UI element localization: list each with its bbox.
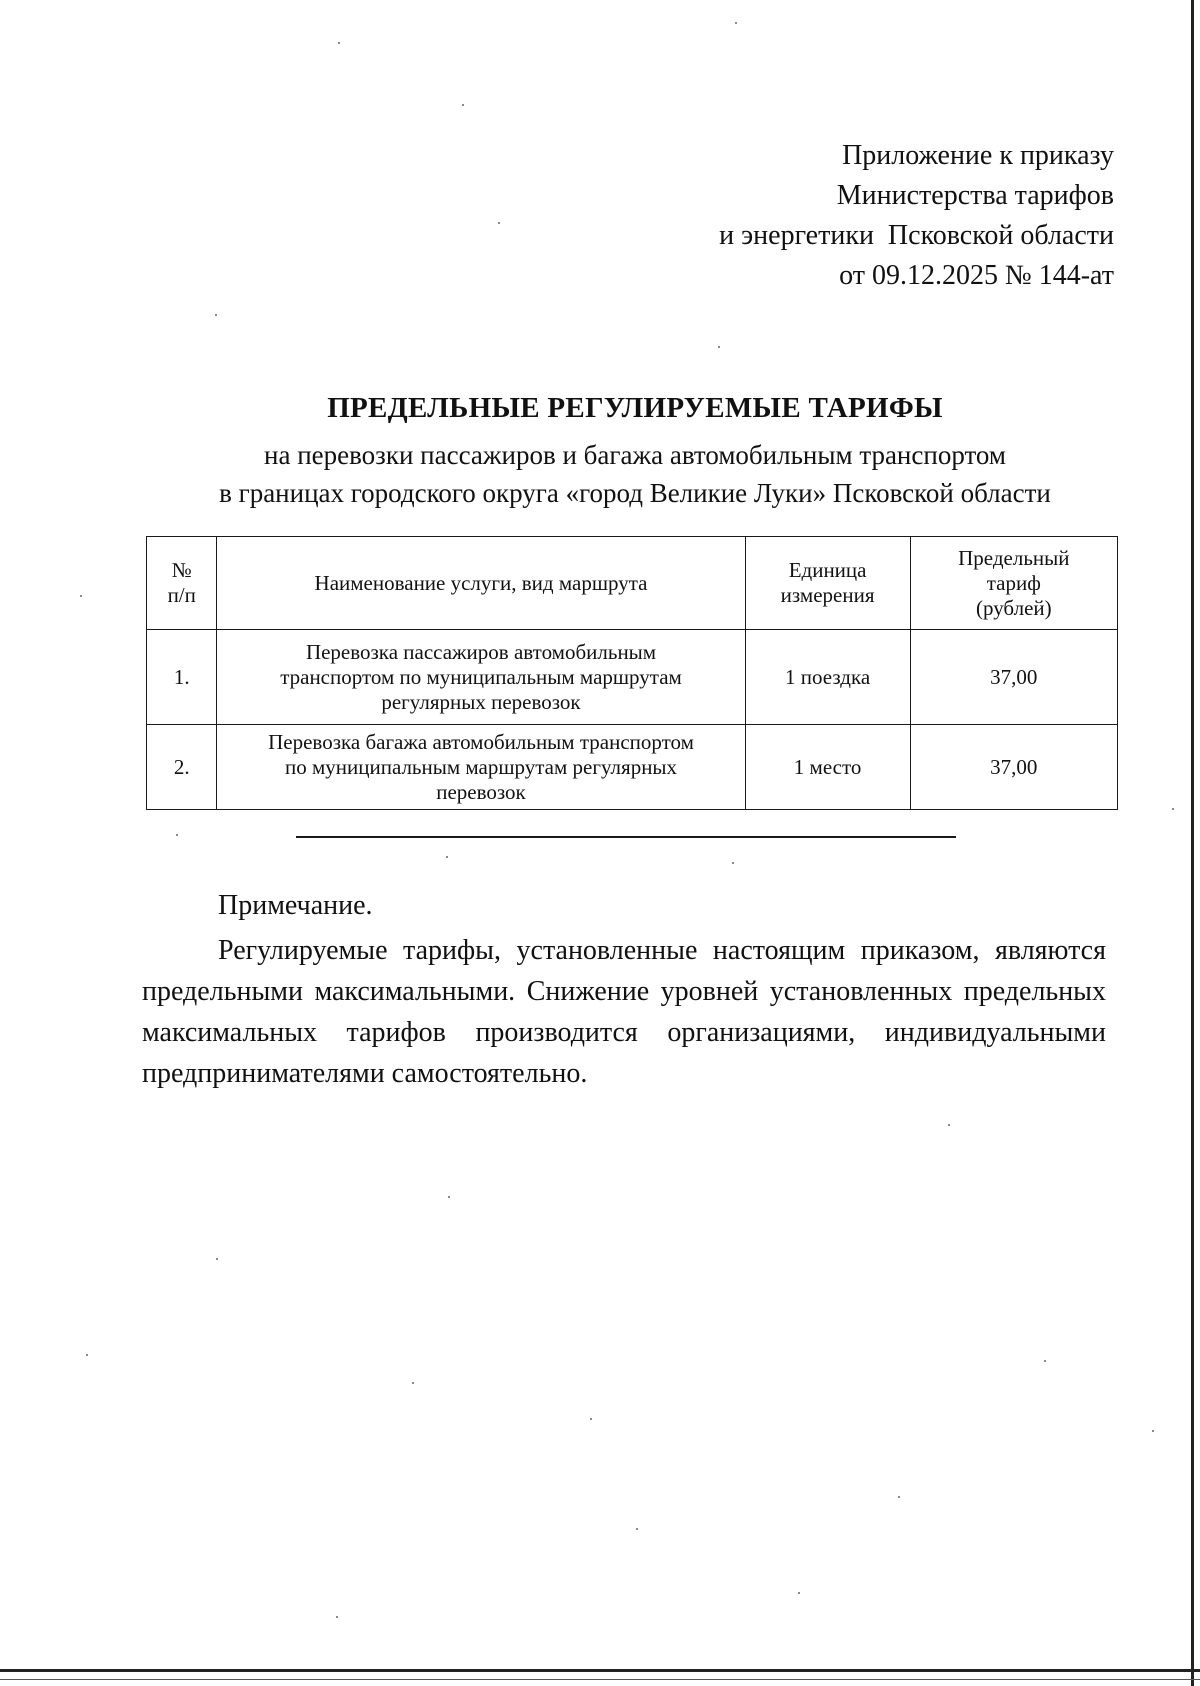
scan-speck <box>732 862 734 864</box>
note-heading: Примечание. <box>218 890 373 921</box>
header-price-line-1: Предельный <box>958 545 1070 570</box>
note-body: Регулируемые тарифы, установленные настоящим приказом, являются предельными максимальными. Снижение уровней установленных предельных максимальных тарифов производится организациями, индивидуальными предпринимателями самостоятельно. <box>142 935 1106 1089</box>
scan-speck <box>1152 1430 1154 1432</box>
scan-speck <box>462 104 464 106</box>
scan-speck <box>1172 808 1174 810</box>
row-price: 37,00 <box>910 725 1117 810</box>
row-service-name <box>217 725 745 810</box>
header-unit-line-2: измерения <box>780 583 875 607</box>
header-number-line-2: п/п <box>167 583 196 607</box>
row-unit: 1 место <box>745 725 910 810</box>
scan-speck <box>336 1616 338 1618</box>
table-row <box>147 725 1118 810</box>
scan-speck <box>898 1496 900 1498</box>
scan-speck <box>448 1196 450 1198</box>
header-unit-line-1: Единица <box>788 558 867 582</box>
scan-speck <box>636 1528 638 1530</box>
row-service-line-3: перевозок <box>436 779 526 804</box>
header-number <box>147 537 217 630</box>
scan-edge-bottom-inner <box>0 1679 1200 1680</box>
row-service-line-1: Перевозка багажа автомобильным транспортом <box>268 729 694 754</box>
attachment-line-2: Министерства тарифов <box>836 180 1114 211</box>
row-price: 37,00 <box>910 630 1117 725</box>
table-header-row <box>147 537 1118 630</box>
scan-speck <box>718 346 720 348</box>
scan-speck <box>590 1418 592 1420</box>
scan-speck <box>1044 1360 1046 1362</box>
separator-line <box>296 836 956 838</box>
row-number: 2. <box>147 725 217 810</box>
scan-speck <box>86 1354 88 1356</box>
tariff-table <box>146 536 1118 810</box>
row-service-line-1: Перевозка пассажиров автомобильным <box>305 639 657 664</box>
header-price <box>910 537 1117 630</box>
scan-speck <box>216 1258 218 1260</box>
attachment-line-3: и энергетики Псковской области <box>719 220 1114 251</box>
row-service-line-3: регулярных перевозок <box>381 689 581 714</box>
row-service-line-2: по муниципальным маршрутам регулярных <box>284 754 678 779</box>
row-service-name <box>217 630 745 725</box>
row-number: 1. <box>147 630 217 725</box>
document-subtitle <box>140 436 1130 512</box>
header-price-line-2: тариф <box>986 570 1041 595</box>
scan-speck <box>338 42 340 44</box>
scan-speck <box>798 1592 800 1594</box>
header-number-line-1: № <box>171 558 192 582</box>
row-service-line-2: транспортом по муниципальным маршрутам <box>280 664 682 689</box>
subtitle-line-2: в границах городского округа «город Великие Луки» Псковской области <box>219 478 1051 508</box>
row-unit: 1 поездка <box>745 630 910 725</box>
header-price-line-3: (рублей) <box>975 595 1052 620</box>
attachment-block <box>719 136 1114 296</box>
scan-speck <box>215 314 217 316</box>
scan-speck <box>412 1382 414 1384</box>
subtitle-line-1: на перевозки пассажиров и багажа автомобильным транспортом <box>264 440 1006 470</box>
scan-speck <box>80 595 82 597</box>
scan-speck <box>176 834 178 836</box>
document-title: ПРЕДЕЛЬНЫЕ РЕГУЛИРУЕМЫЕ ТАРИФЫ <box>327 392 943 424</box>
attachment-line-4: от 09.12.2025 № 144-ат <box>839 260 1114 291</box>
scan-speck <box>446 856 448 858</box>
header-unit <box>745 537 910 630</box>
scan-edge-right <box>1191 0 1194 1686</box>
attachment-line-1: Приложение к приказу <box>842 140 1114 171</box>
table-row <box>147 630 1118 725</box>
scan-speck <box>498 222 500 224</box>
scan-edge-bottom <box>0 1669 1200 1672</box>
scan-speck <box>735 22 737 24</box>
header-service-name: Наименование услуги, вид маршрута <box>217 537 745 630</box>
scan-speck <box>948 1124 950 1126</box>
